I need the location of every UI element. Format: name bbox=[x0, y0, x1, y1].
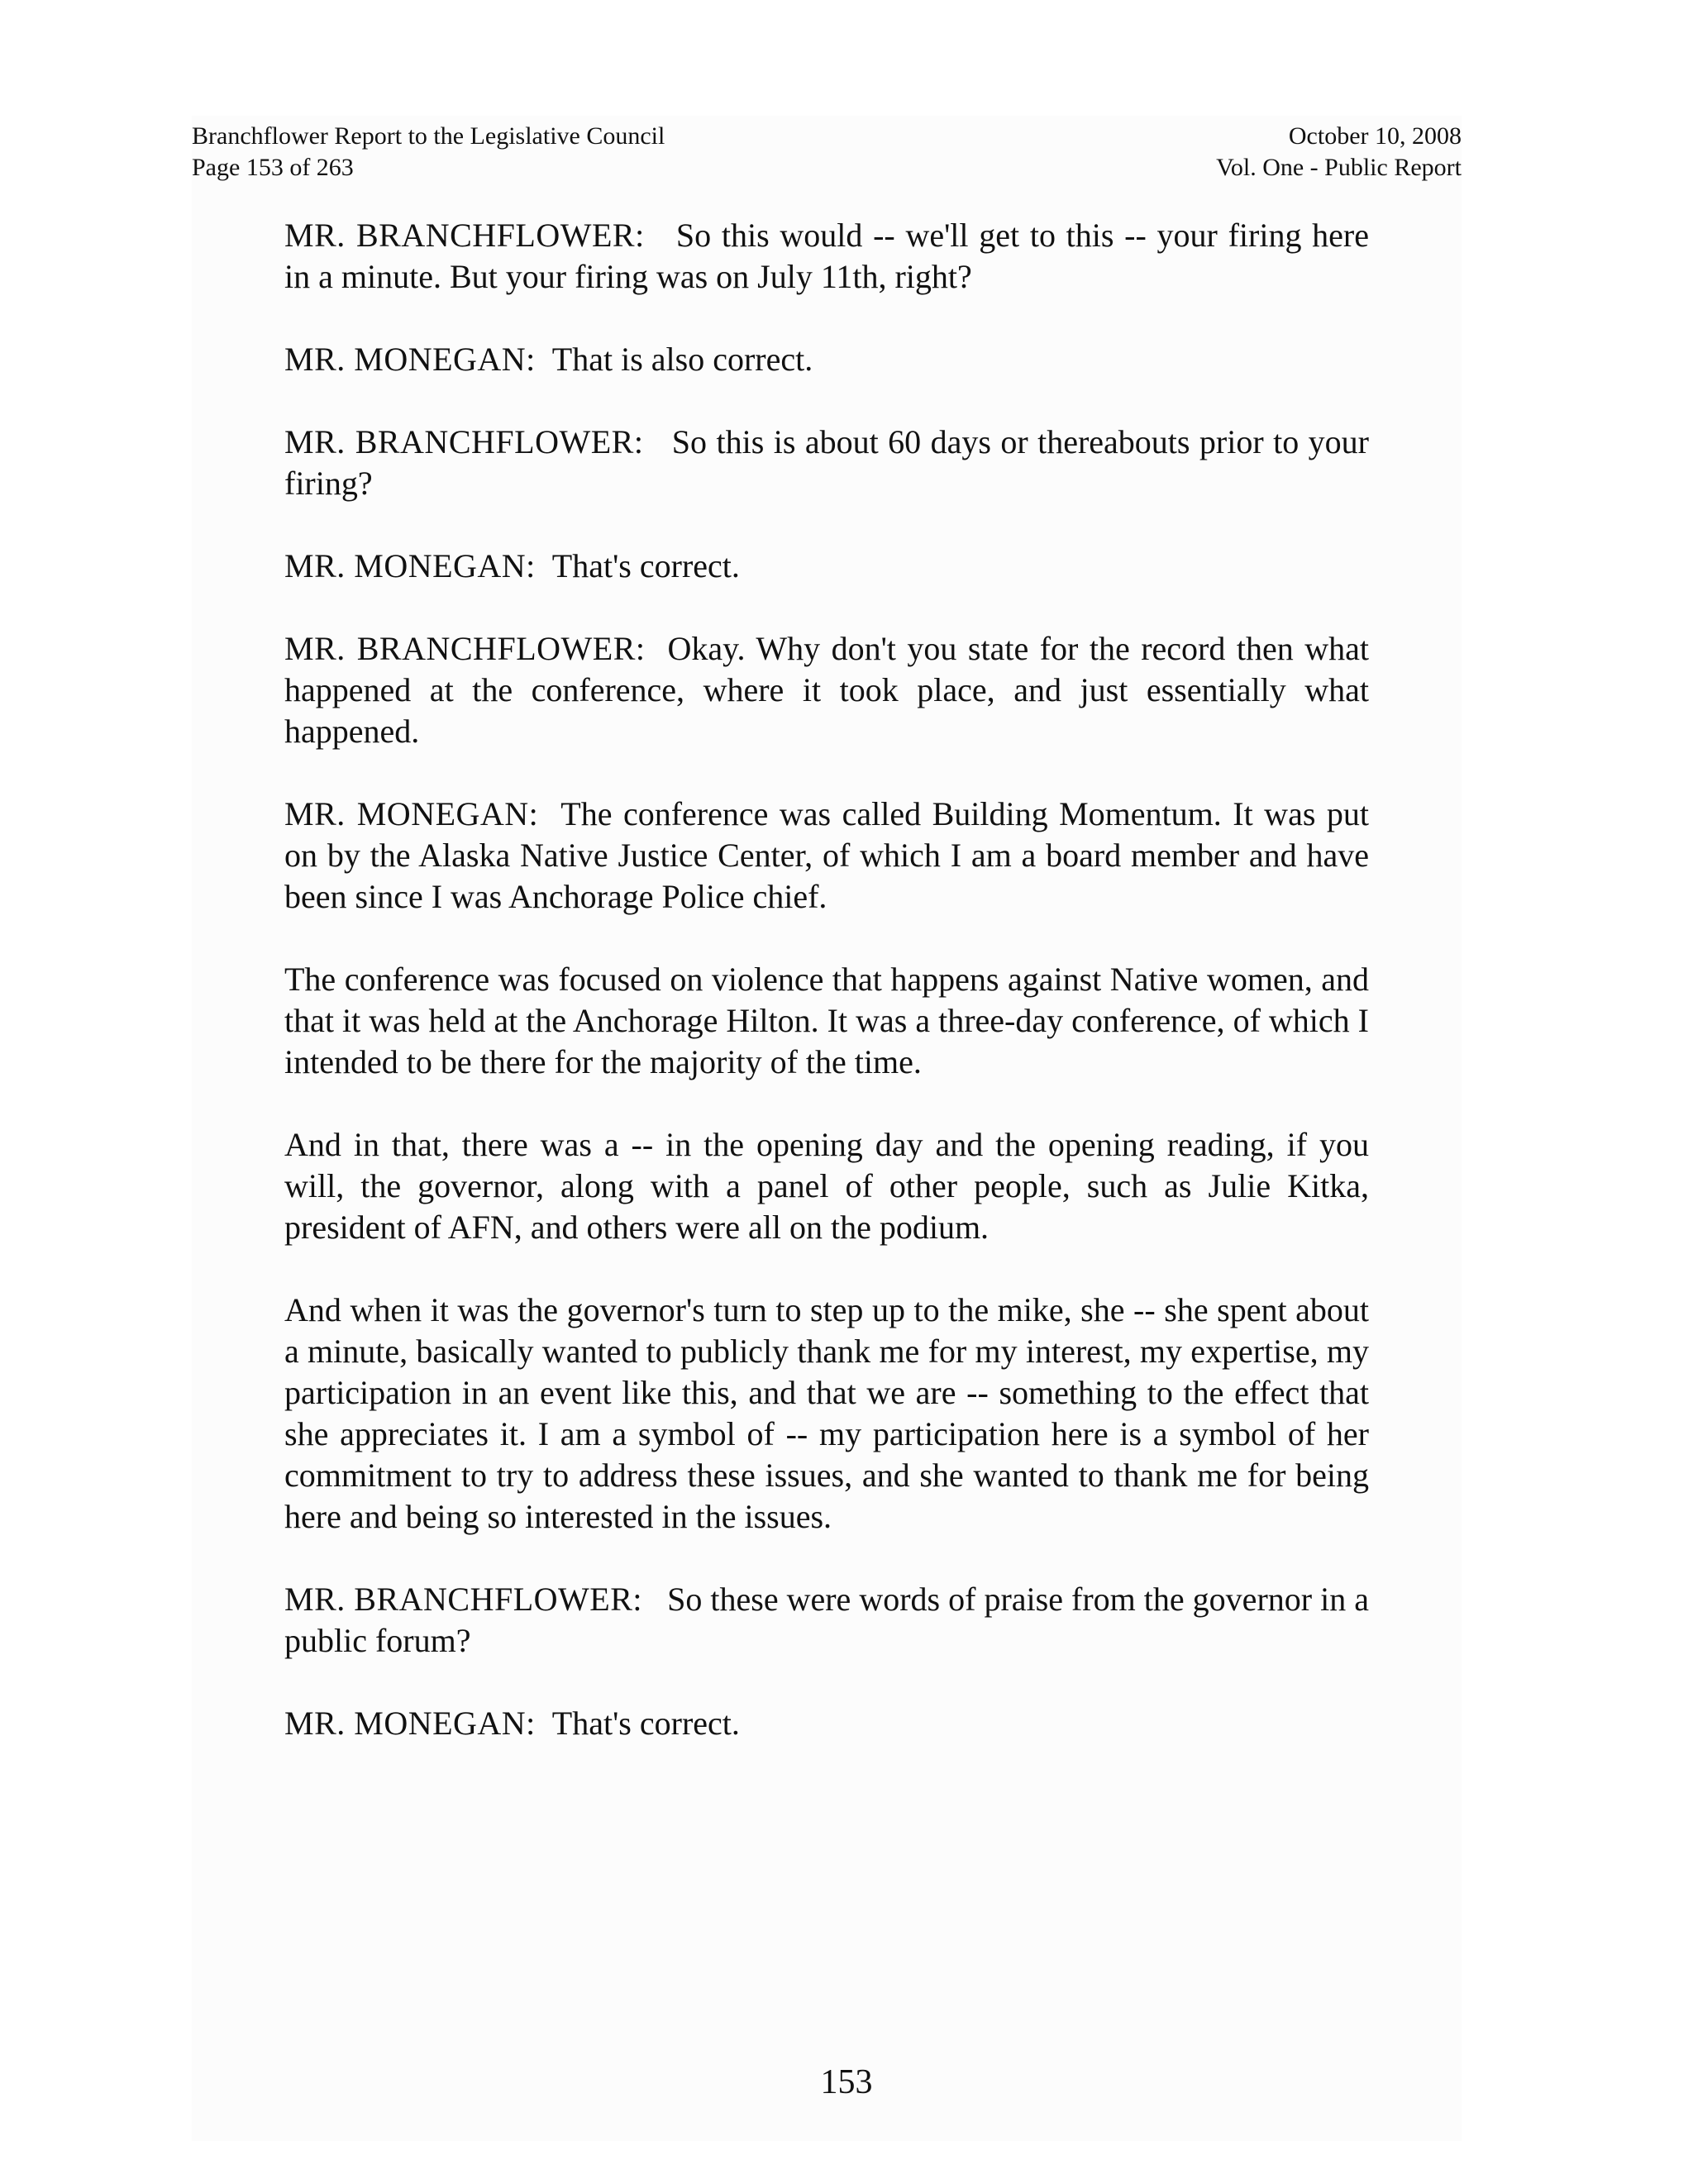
speaker-label: MR. BRANCHFLOWER: bbox=[284, 1581, 643, 1618]
paragraph-text: The conference was focused on violence that happens against Native women, and that it was held at the Anchorage Hilton. It was a three-day conference, of which I intended to be there for the majority of the time. bbox=[284, 961, 1369, 1080]
transcript-paragraph bbox=[284, 1703, 1369, 1744]
transcript-paragraph bbox=[284, 1579, 1369, 1662]
report-date: October 10, 2008 bbox=[1288, 122, 1462, 150]
paragraph-text: That is also correct. bbox=[551, 341, 813, 378]
page-number: 153 bbox=[820, 2063, 873, 2101]
paragraph-text: So these were words of praise from the governor in a public forum? bbox=[284, 1581, 1369, 1659]
speaker-label: MR. MONEGAN: bbox=[284, 341, 536, 378]
paragraph-text: That's correct. bbox=[551, 547, 740, 584]
speaker-label: MR. BRANCHFLOWER: bbox=[284, 630, 646, 667]
transcript-paragraph bbox=[284, 546, 1369, 587]
speaker-label: MR. BRANCHFLOWER: bbox=[284, 423, 644, 460]
speaker-label: MR. MONEGAN: bbox=[284, 547, 536, 584]
page-count: Page 153 of 263 bbox=[192, 154, 354, 181]
speaker-label: MR. MONEGAN: bbox=[284, 795, 539, 832]
speaker-label: MR. MONEGAN: bbox=[284, 1705, 536, 1742]
transcript-paragraph bbox=[284, 1124, 1369, 1248]
transcript-paragraph bbox=[284, 628, 1369, 752]
paragraph-text: So this would -- we'll get to this -- your firing here in a minute. But your firing was on July 11th, right? bbox=[284, 217, 1370, 295]
paragraph-text: And in that, there was a -- in the opening day and the opening reading, if you will, the governor, along with a panel of other people, such as Julie Kitka, president of AFN, and others were all on the podium. bbox=[284, 1126, 1369, 1246]
header-left bbox=[192, 121, 665, 184]
paragraph-text: Okay. Why don't you state for the record then what happened at the conference, where it took place, and just essentially what happened. bbox=[284, 630, 1369, 750]
paragraph-text: That's correct. bbox=[551, 1705, 740, 1742]
transcript-body bbox=[284, 215, 1369, 1786]
paragraph-text: And when it was the governor's turn to step up to the mike, she -- she spent about a minute, basically wanted to publicly thank me for my interest, my expertise, my participation in an event like this, and that we are -- something to the effect that she appreciates it. I am a symbol of -- my participation here is a symbol of her commitment to try to address these issues, and she wanted to thank me for being here and being so interested in the issues. bbox=[284, 1291, 1369, 1535]
header-right bbox=[1216, 121, 1462, 184]
transcript-paragraph bbox=[284, 422, 1369, 504]
transcript-paragraph bbox=[284, 1290, 1369, 1538]
paragraph-text: So this is about 60 days or thereabouts prior to your firing? bbox=[284, 423, 1370, 502]
paragraph-text: The conference was called Building Momentum. It was put on by the Alaska Native Justice Center, of which I am a board member and have been since I was Anchorage Police chief. bbox=[284, 795, 1370, 915]
transcript-paragraph bbox=[284, 339, 1369, 380]
transcript-paragraph bbox=[284, 215, 1369, 298]
transcript-paragraph bbox=[284, 959, 1369, 1083]
report-title: Branchflower Report to the Legislative Council bbox=[192, 122, 665, 150]
transcript-paragraph bbox=[284, 794, 1369, 918]
speaker-label: MR. BRANCHFLOWER: bbox=[284, 217, 645, 254]
volume-label: Vol. One - Public Report bbox=[1216, 154, 1462, 181]
